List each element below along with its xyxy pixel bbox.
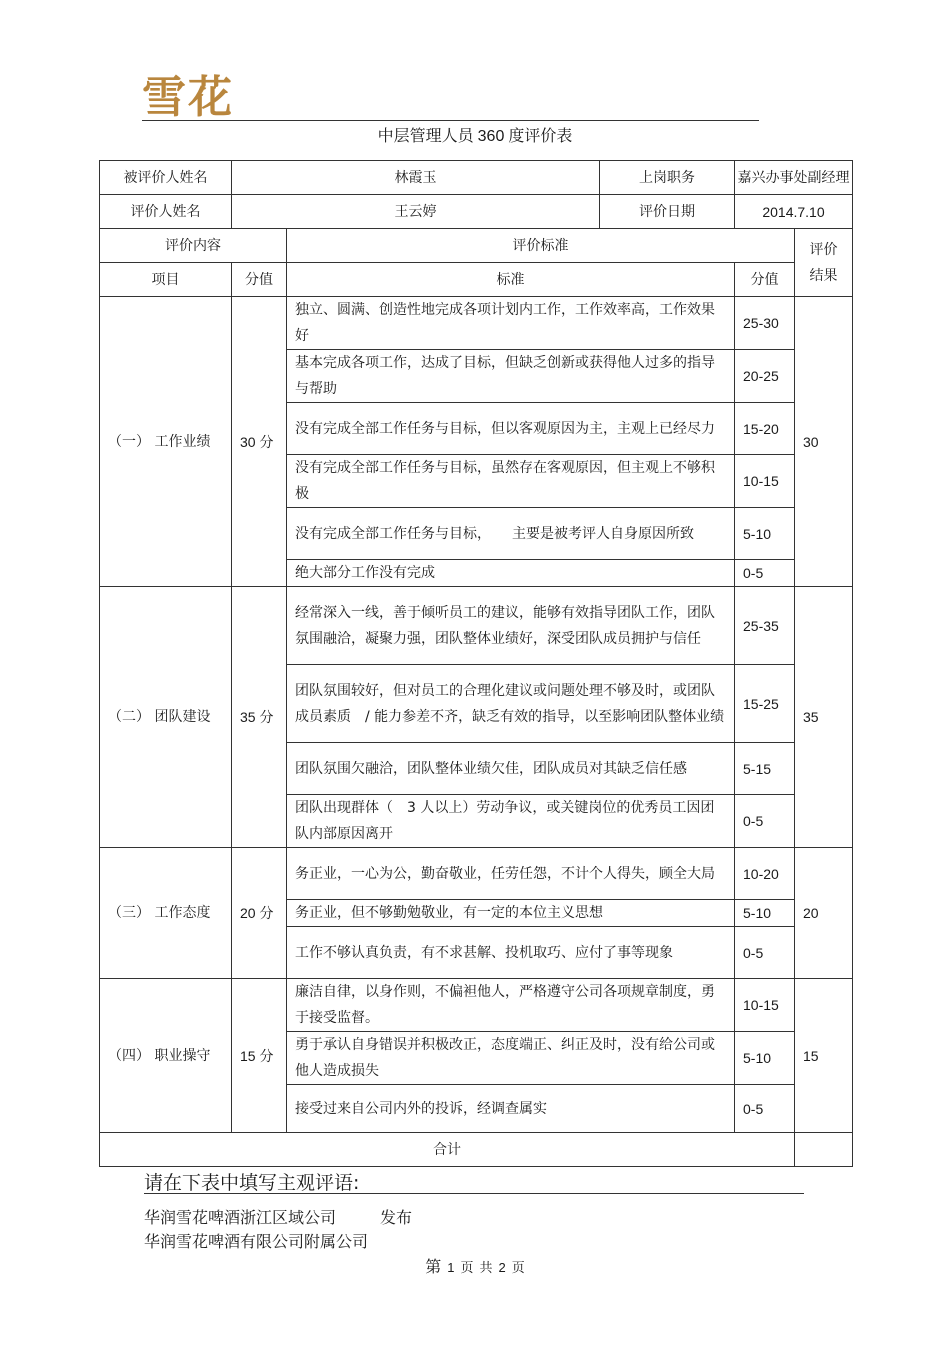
criteria-text: 没有完成全部工作任务与目标，虽然存在客观原因，但主观上不够积极 bbox=[287, 455, 735, 508]
section-item: （一） 工作业绩 bbox=[100, 297, 232, 587]
footer-affiliate: 华润雪花啤酒有限公司附属公司 bbox=[144, 1232, 369, 1251]
criteria-score: 0-5 bbox=[735, 560, 795, 587]
total-value bbox=[795, 1133, 853, 1167]
logo-text: 雪花 bbox=[142, 72, 234, 120]
criteria-score: 15-20 bbox=[735, 403, 795, 455]
criteria-text: 工作不够认真负责，有不求甚解、投机取巧、应付了事等现象 bbox=[287, 927, 735, 979]
criteria-score: 0-5 bbox=[735, 927, 795, 979]
header-row-2 bbox=[100, 263, 853, 297]
criteria-score: 5-10 bbox=[735, 900, 795, 927]
section-score: 15 分 bbox=[232, 979, 287, 1133]
section-item: （四） 职业操守 bbox=[100, 979, 232, 1133]
criteria-score: 5-10 bbox=[735, 1032, 795, 1085]
info-row-2 bbox=[100, 195, 853, 229]
document-title: 中层管理人员 360 度评价表 bbox=[377, 126, 573, 145]
date-label: 评价日期 bbox=[600, 195, 735, 229]
publish-label: 发布 bbox=[380, 1208, 413, 1227]
criteria-text: 务正业，一心为公，勤奋敬业，任劳任怨，不计个人得失，顾全大局 bbox=[287, 848, 735, 900]
evaluatee-value: 林霞玉 bbox=[232, 161, 600, 195]
content-header: 评价内容 bbox=[100, 229, 287, 263]
header-row-1 bbox=[100, 229, 853, 263]
section-result: 20 bbox=[795, 848, 853, 979]
item-header: 项目 bbox=[100, 263, 232, 297]
section-result: 35 bbox=[795, 587, 853, 848]
criteria-score: 10-15 bbox=[735, 455, 795, 508]
header-rule bbox=[142, 120, 759, 121]
criteria-text: 绝大部分工作没有完成 bbox=[287, 560, 735, 587]
section-score: 20 分 bbox=[232, 848, 287, 979]
date-value: 2014.7.10 bbox=[735, 195, 853, 229]
section-item: （二） 团队建设 bbox=[100, 587, 232, 848]
criteria-text: 团队氛围较好，但对员工的合理化建议或问题处理不够及时，或团队成员素质 / 能力参差不齐，缺乏有效的指导，以至影响团队整体业绩 bbox=[287, 665, 735, 743]
criteria-text: 没有完成全部工作任务与目标，但以客观原因为主，主观上已经尽力 bbox=[287, 403, 735, 455]
comment-prompt: 请在下表中填写主观评语: bbox=[144, 1172, 360, 1194]
evaluation-table bbox=[99, 160, 853, 1167]
criteria-text: 务正业，但不够勤勉敬业，有一定的本位主义思想 bbox=[287, 900, 735, 927]
evaluator-label: 评价人姓名 bbox=[100, 195, 232, 229]
section-score: 35 分 bbox=[232, 587, 287, 848]
total-label: 合计 bbox=[100, 1133, 795, 1167]
page-number: 第 1 页 共 2 页 bbox=[425, 1257, 525, 1276]
evaluator-value: 王云婷 bbox=[232, 195, 600, 229]
footer-issuer-line bbox=[144, 1205, 412, 1228]
section-result: 15 bbox=[795, 979, 853, 1133]
criteria-score: 5-15 bbox=[735, 743, 795, 795]
criteria-score: 15-25 bbox=[735, 665, 795, 743]
comment-rule bbox=[144, 1193, 804, 1194]
criteria-row bbox=[100, 848, 853, 900]
criteria-text: 廉洁自律，以身作则，不偏袒他人，严格遵守公司各项规章制度，勇于接受监督。 bbox=[287, 979, 735, 1032]
evaluatee-label: 被评价人姓名 bbox=[100, 161, 232, 195]
criteria-row bbox=[100, 979, 853, 1032]
criteria-score: 0-5 bbox=[735, 1085, 795, 1133]
criteria-score: 25-35 bbox=[735, 587, 795, 665]
criteria-text: 团队出现群体（ 3 人以上）劳动争议，或关键岗位的优秀员工因团队内部原因离开 bbox=[287, 795, 735, 848]
criteria-score: 10-20 bbox=[735, 848, 795, 900]
position-value: 嘉兴办事处副经理 bbox=[735, 161, 853, 195]
criteria-score: 0-5 bbox=[735, 795, 795, 848]
criteria-score: 20-25 bbox=[735, 350, 795, 403]
section-score: 30 分 bbox=[232, 297, 287, 587]
criteria-score: 25-30 bbox=[735, 297, 795, 350]
snow-beer-logo bbox=[142, 70, 242, 120]
criteria-text: 团队氛围欠融洽，团队整体业绩欠佳，团队成员对其缺乏信任感 bbox=[287, 743, 735, 795]
standard-header: 评价标准 bbox=[287, 229, 795, 263]
total-row bbox=[100, 1133, 853, 1167]
criteria-text: 独立、圆满、创造性地完成各项计划内工作，工作效率高，工作效果好 bbox=[287, 297, 735, 350]
criteria-score-header: 分值 bbox=[735, 263, 795, 297]
criteria-text: 没有完成全部工作任务与目标， 主要是被考评人自身原因所致 bbox=[287, 508, 735, 560]
position-label: 上岗职务 bbox=[600, 161, 735, 195]
criteria-text: 勇于承认自身错误并积极改正，态度端正、纠正及时，没有给公司或他人造成损失 bbox=[287, 1032, 735, 1085]
issuer-name: 华润雪花啤酒浙江区域公司 bbox=[144, 1208, 337, 1227]
criteria-row bbox=[100, 587, 853, 665]
score-header: 分值 bbox=[232, 263, 287, 297]
criteria-text: 基本完成各项工作，达成了目标，但缺乏创新或获得他人过多的指导与帮助 bbox=[287, 350, 735, 403]
criteria-header: 标准 bbox=[287, 263, 735, 297]
criteria-score: 5-10 bbox=[735, 508, 795, 560]
section-result: 30 bbox=[795, 297, 853, 587]
criteria-row bbox=[100, 297, 853, 350]
criteria-score: 10-15 bbox=[735, 979, 795, 1032]
criteria-text: 经常深入一线，善于倾听员工的建议，能够有效指导团队工作，团队氛围融洽，凝聚力强，团队整体业绩好，深受团队成员拥护与信任 bbox=[287, 587, 735, 665]
criteria-text: 接受过来自公司内外的投诉，经调查属实 bbox=[287, 1085, 735, 1133]
info-row-1 bbox=[100, 161, 853, 195]
section-item: （三） 工作态度 bbox=[100, 848, 232, 979]
result-header: 评价结果 bbox=[795, 229, 853, 297]
